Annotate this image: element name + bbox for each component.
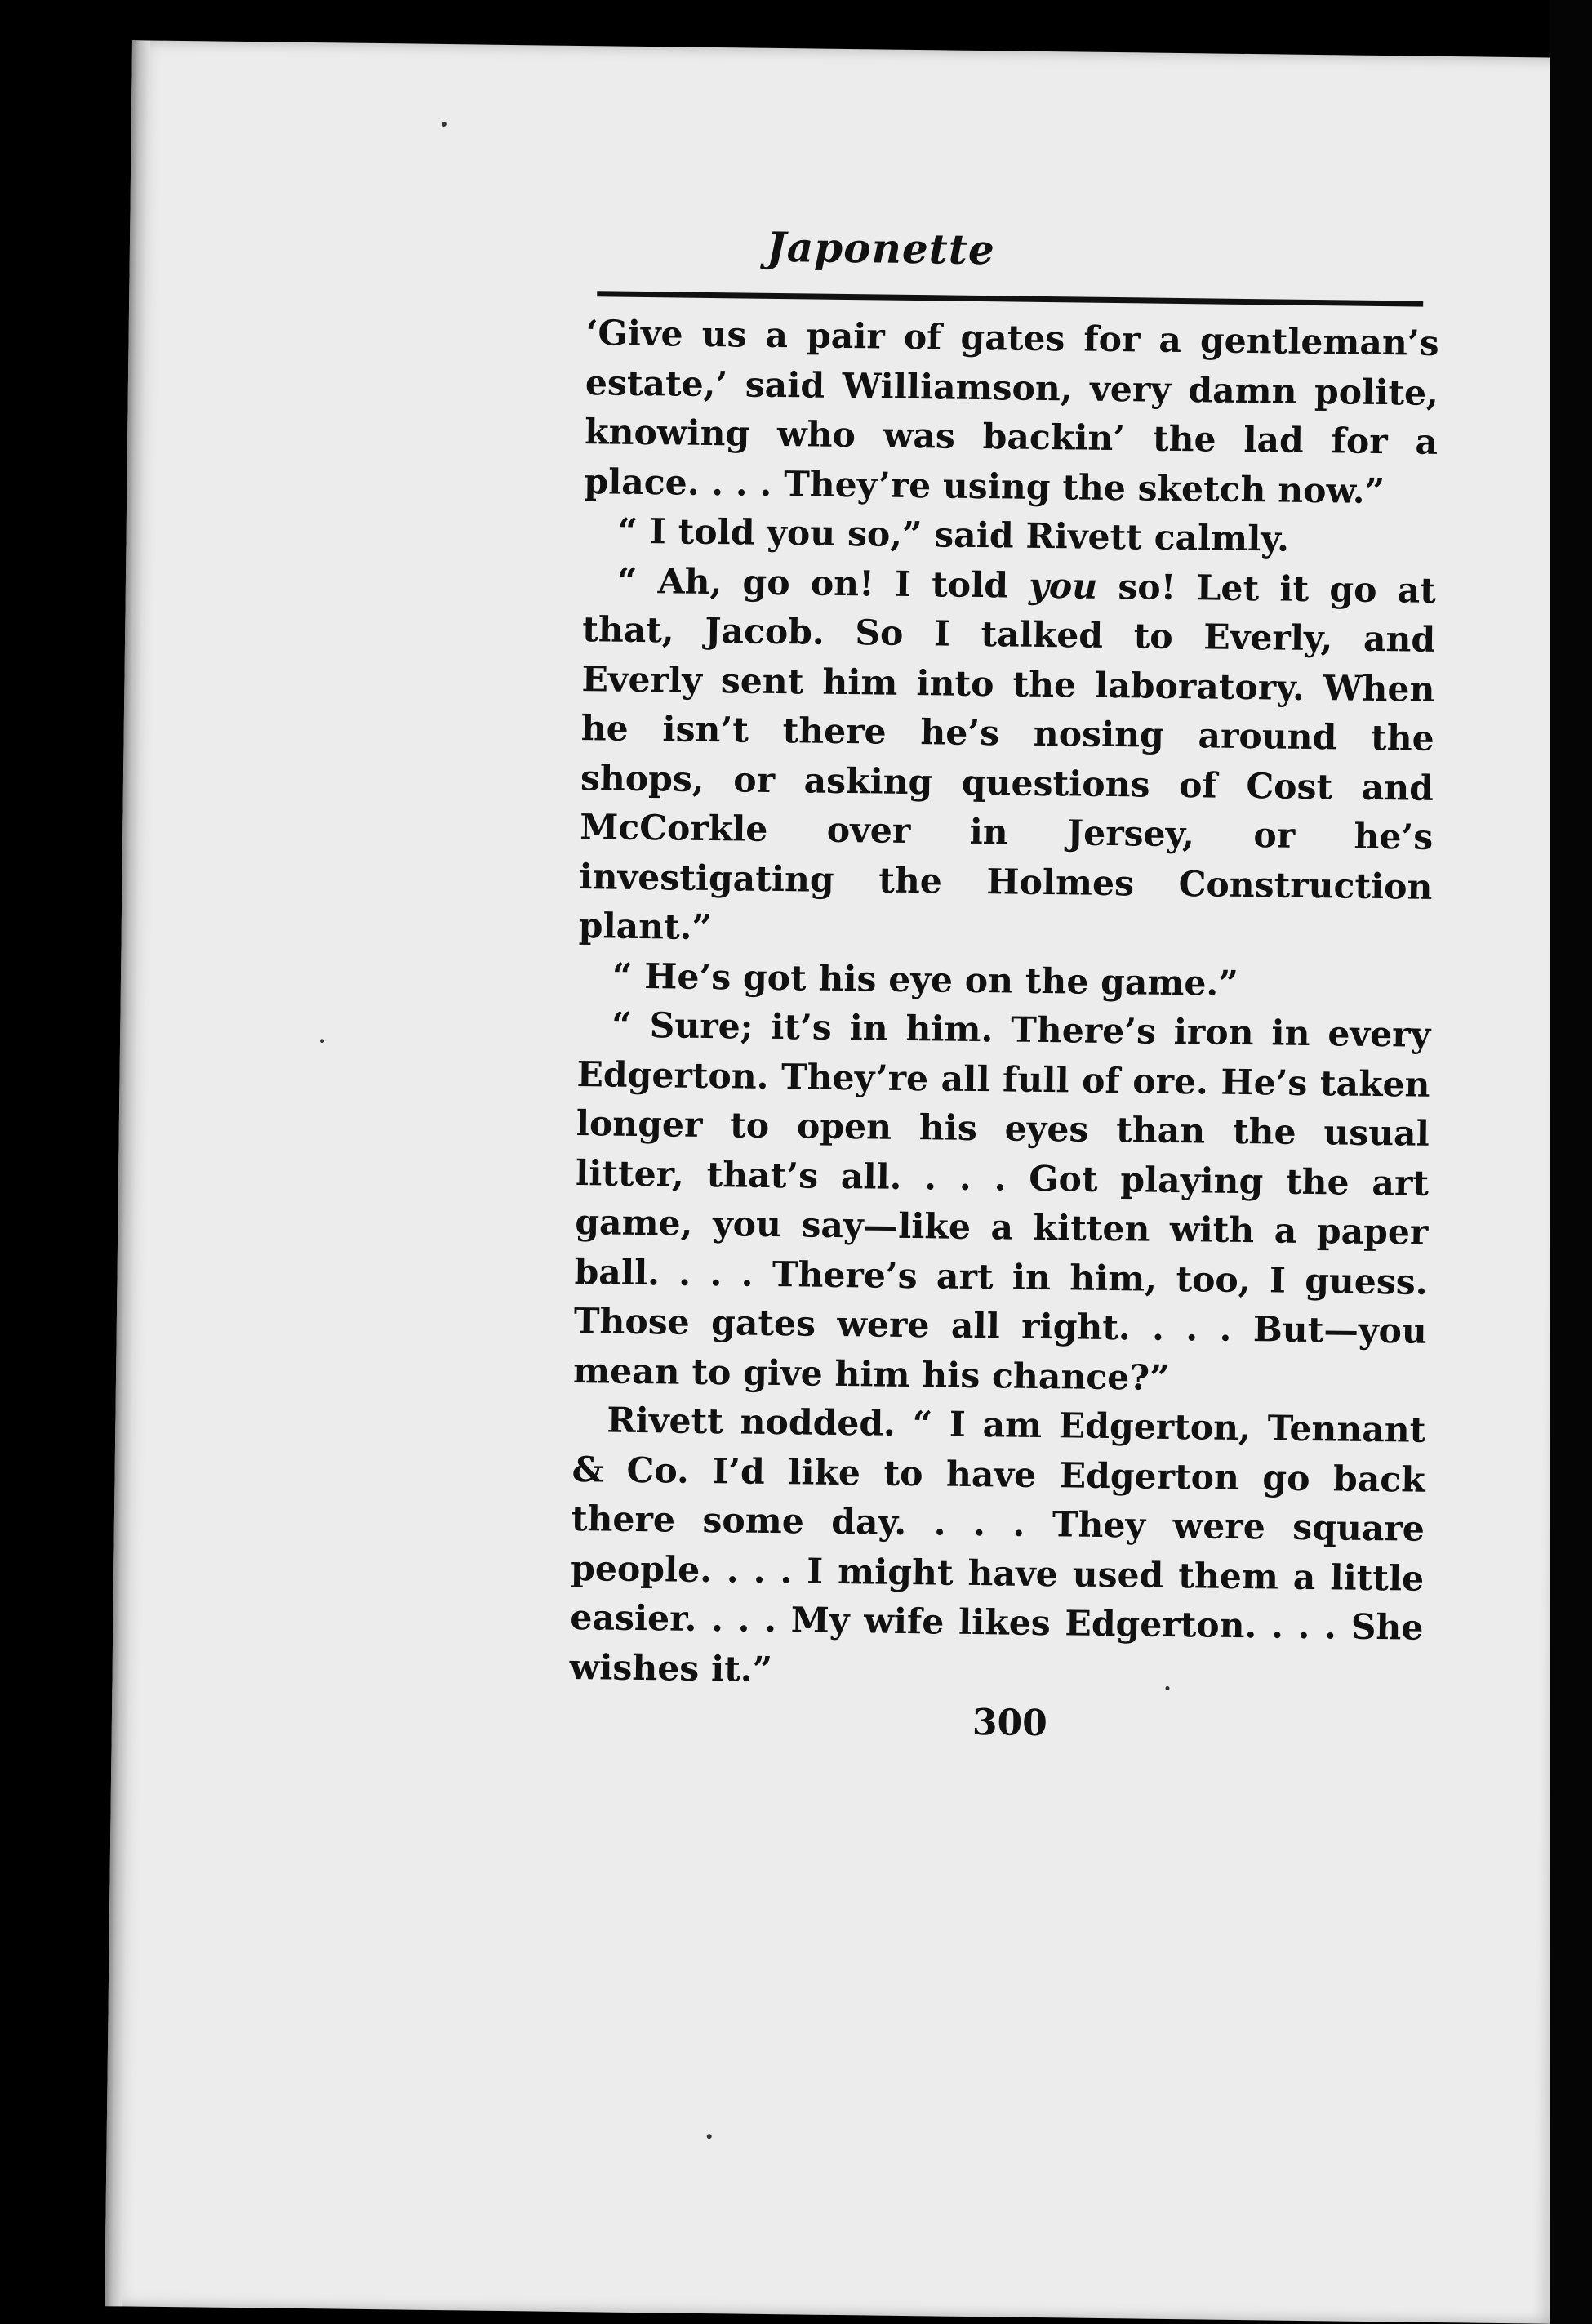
dust-speck [320,1039,324,1043]
paragraph-3-lead: “ Ah, go on! I told [616,560,1029,607]
paragraph-6: Rivett nodded. “ I am Edgerton, Tennant & Co. I’d like to have Edgerton go back there some day. . . . They were square people. . . . I might have used them a little easier. . . . My wife likes Edgerton. . . . She wishes it.” [569,1400,1426,1690]
paragraph-3-rest: so! Let it go at that, Jacob. So I talked to Everly, and Everly sent him into the laboratory. When he isn’t there he’s nosing around the shops, or asking questions of Cost and McCorkle over in Jersey, or he’s investigating the Holmes Construction plant.” [578,566,1437,949]
dust-speck [707,2134,712,2139]
page-gutter-shadow [105,40,150,2306]
paragraph-3-emphasis: you [1028,565,1098,608]
header-rule [597,291,1423,306]
paragraph-2: “ I told you so,” said Rivett calmly. [617,510,1290,560]
paragraph-1: ‘Give us a pair of gates for a gentleman’s estate,’ said Williamson, very damn polite, knowing who was backin’ the lad for a place. . . . They’re using the sketch now.” [584,313,1439,512]
paragraph-4: “ He’s got his eye on the game.” [611,955,1239,1004]
paragraph-3 [578,556,1436,962]
dust-speck [1165,1686,1169,1690]
scan-border-right [1550,0,1592,2324]
page-number: 300 [972,1702,1048,1745]
dust-speck [442,122,447,127]
paragraph-5: “ Sure; it’s in him. There’s iron in every Edgerton. They’re all full of ore. He’s taken longer to open his eyes than the usual litter, that’s all. . . . Got playing the art game, you say—like a kitten with a paper ball. . . . There’s art in him, too, I guess. Those gates were all right. . . . But—you mean to give him his chance?” [572,1004,1431,1399]
body-text [569,309,1439,1703]
running-title: Japonette [766,222,996,274]
book-page [105,40,1577,2323]
